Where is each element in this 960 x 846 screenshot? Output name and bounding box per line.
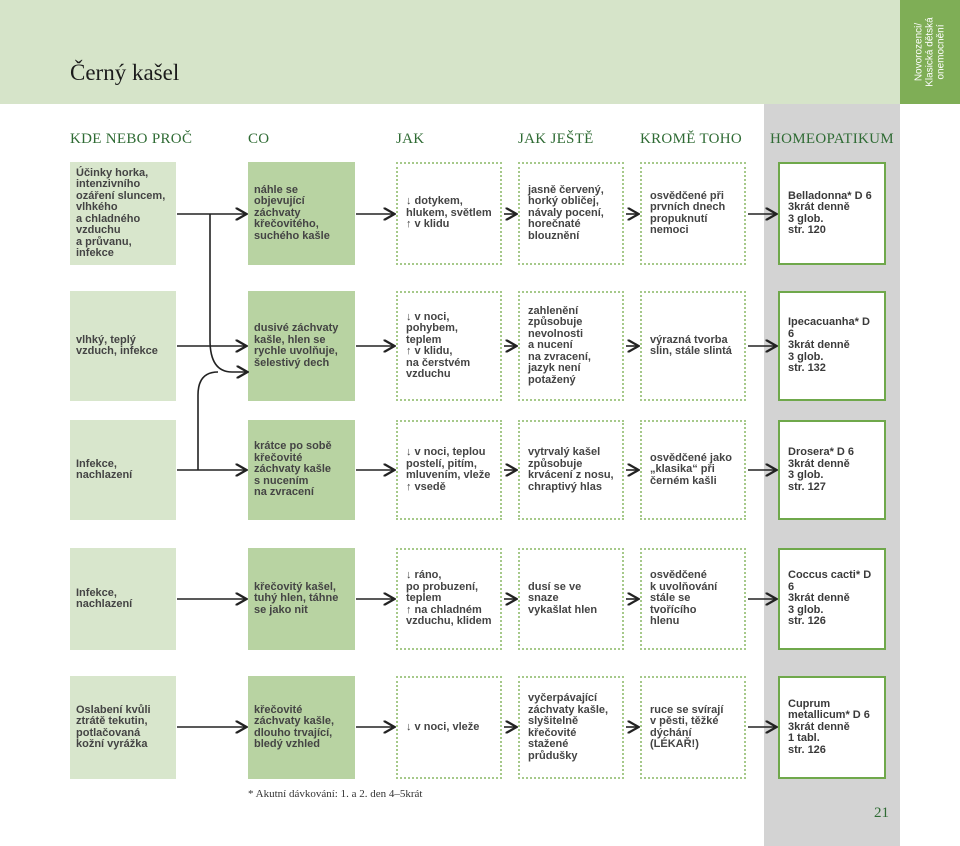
modality-cell: ↓ v noci, vleže xyxy=(396,676,502,779)
additional-symptom-cell: vyčerpávající záchvaty kašle, slyšitelně křečovité stažené průdušky xyxy=(518,676,624,779)
note-cell: osvědčené při prvních dnech propuknutí nemoci xyxy=(640,162,746,265)
modality-cell: ↓ ráno, po probuzení, teplem ↑ na chladném vzduchu, klidem xyxy=(396,548,502,650)
column-header-co: CO xyxy=(248,131,270,147)
note-cell: osvědčené k uvolňování stále se tvořícího hlenu xyxy=(640,548,746,650)
cause-cell: Infekce, nachlazení xyxy=(70,420,176,520)
modality-cell: ↓ dotykem, hlukem, světlem ↑ v klidu xyxy=(396,162,502,265)
curved-arrow xyxy=(210,214,246,372)
column-header-jak: JAK xyxy=(396,131,425,147)
remedy-cell: Coccus cacti* D 6 3krát denně 3 glob. str. 126 xyxy=(778,548,886,650)
page-title: Černý kašel xyxy=(70,60,180,85)
additional-symptom-cell: vytrvalý kašel způsobuje krvácení z nosu, chraptivý hlas xyxy=(518,420,624,520)
column-header-krome: KROMĚ TOHO xyxy=(640,131,743,147)
cause-cell: Infekce, nachlazení xyxy=(70,548,176,650)
page-number: 21 xyxy=(874,805,889,821)
symptom-cell: dusivé záchvaty kašle, hlen se rychle uvolňuje, šelestivý dech xyxy=(248,291,355,401)
column-header-homeopatikum: HOMEOPATIKUM xyxy=(770,131,894,147)
row-arrows xyxy=(177,214,775,727)
column-header-kde: KDE NEBO PROČ xyxy=(70,131,193,147)
remedy-cell: Cuprum metallicum* D 6 3krát denně 1 tabl. str. 126 xyxy=(778,676,886,779)
additional-symptom-cell: zahlenění způsobuje nevolnosti a nucení na zvracení, jazyk není potažený xyxy=(518,291,624,401)
modality-cell: ↓ v noci, pohybem, teplem ↑ v klidu, na čerstvém vzduchu xyxy=(396,291,502,401)
symptom-cell: krátce po sobě křečovité záchvaty kašle s nucením na zvracení xyxy=(248,420,355,520)
column-header-jak-jeste: JAK JEŠTĚ xyxy=(518,131,594,147)
cause-cell: Oslabení kvůli ztrátě tekutin, potlačovaná kožní vyrážka xyxy=(70,676,176,779)
additional-symptom-cell: jasně červený, horký obličej, návaly pocení, horečnaté blouznění xyxy=(518,162,624,265)
note-cell: ruce se svírají v pěsti, těžké dýchání (LÉKAŘ!) xyxy=(640,676,746,779)
modality-cell: ↓ v noci, teplou postelí, pitím, mluvením, vleže ↑ vsedě xyxy=(396,420,502,520)
additional-symptom-cell: dusí se ve snaze vykašlat hlen xyxy=(518,548,624,650)
remedy-cell: Drosera* D 6 3krát denně 3 glob. str. 127 xyxy=(778,420,886,520)
cause-cell: Účinky horka, intenzivního ozáření sluncem, vlhkého a chladného vzduchu a průvanu, infekce xyxy=(70,162,176,265)
symptom-cell: křečovité záchvaty kašle, dlouho trvající, bledý vzhled xyxy=(248,676,355,779)
symptom-cell: náhle se objevující záchvaty křečovitého, suchého kašle xyxy=(248,162,355,265)
note-cell: výrazná tvorba slin, stále slintá xyxy=(640,291,746,401)
cause-cell: vlhký, teplý vzduch, infekce xyxy=(70,291,176,401)
remedy-cell: Ipecacuanha* D 6 3krát denně 3 glob. str. 132 xyxy=(778,291,886,401)
symptom-cell: křečovitý kašel, tuhý hlen, táhne se jako nit xyxy=(248,548,355,650)
note-cell: osvědčené jako „klasika“ při černém kašli xyxy=(640,420,746,520)
footnote: * Akutní dávkování: 1. a 2. den 4–5krát xyxy=(248,788,423,800)
chapter-tab-label: Novorozenci/ Klasická dětská onemocnění xyxy=(913,17,947,87)
remedy-cell: Belladonna* D 6 3krát denně 3 glob. str. 120 xyxy=(778,162,886,265)
curved-arrow xyxy=(198,372,218,470)
